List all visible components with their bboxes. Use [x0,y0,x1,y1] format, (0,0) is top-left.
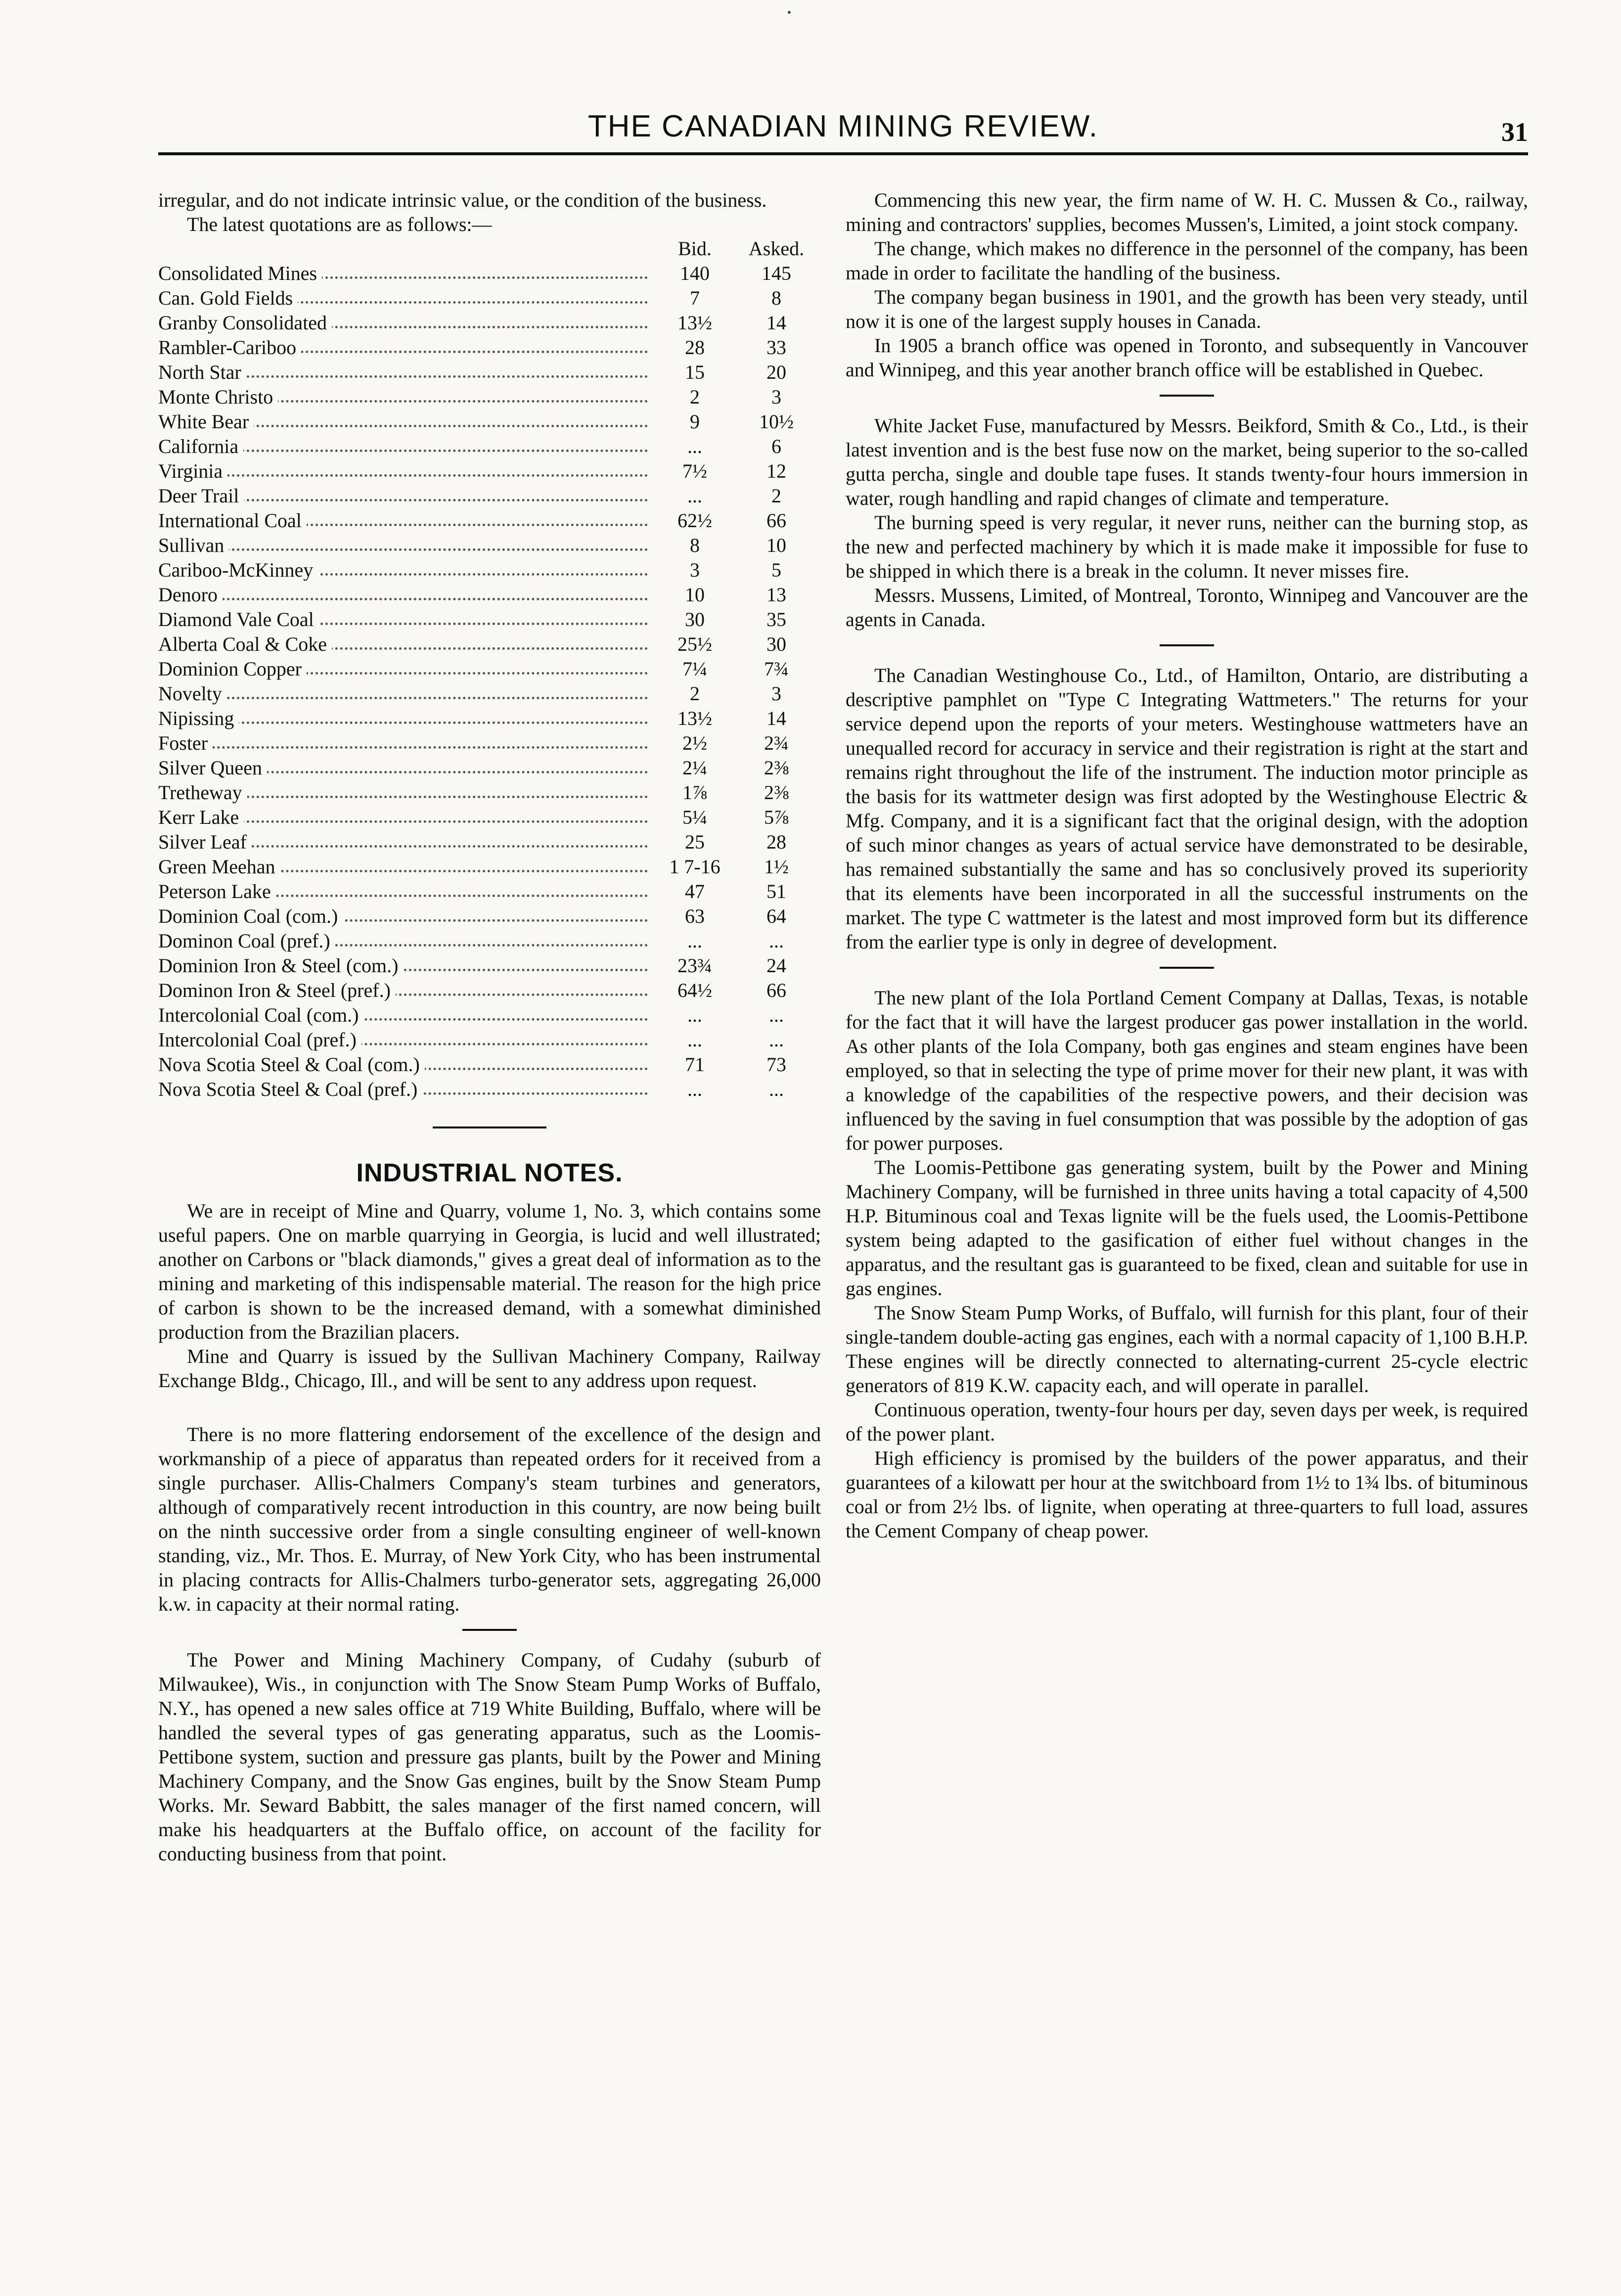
quotation-row [158,459,821,484]
asked-value: 13 [766,584,786,606]
quotation-row [158,607,821,632]
quotations-table [158,236,821,1102]
asked-value: 51 [766,880,786,902]
bid-value: 13½ [677,312,712,334]
asked-value: 6 [771,435,781,457]
item-divider [462,1629,517,1631]
quotation-row [158,360,821,385]
quotation-row [158,978,821,1003]
item-divider [1160,395,1214,397]
leader-dots [158,474,648,477]
quotation-row [158,434,821,459]
company-name: Tretheway [158,781,247,804]
asked-value: 66 [766,979,786,1001]
bid-value: 5¼ [682,806,707,828]
company-name: Green Meehan [158,855,280,878]
asked-value: 10½ [759,410,794,433]
quotations-header-row [158,236,821,261]
section-heading: INDUSTRIAL NOTES. [356,1159,623,1187]
notes-paragraph: There is no more flattering endorsement of the excellence of the design and workmanship of a piece of apparatus than repeated orders for it received from a single purchaser. Allis-Chalmers Company's steam turbines and generators, although of comparatively recent introduction in this country, are now being built on the ninth successive order from a single consulting engineer of well-known standing, viz., Mr. Thos. E. Murray, of New York City, who has been instrumental in placing contracts for Allis-Chalmers turbo-generator sets, aggregating 26,000 k.w. in capacity at their normal rating. [158,1423,821,1615]
company-name: Rambler-Cariboo [158,336,301,359]
bid-value: ... [687,930,702,952]
company-name: Monte Christo [158,386,278,408]
company-name: Dominion Copper [158,658,307,680]
quotation-row [158,805,821,830]
quotation-row [158,780,821,805]
asked-value: 30 [766,633,786,655]
asked-value: 2 [771,485,781,507]
company-name: White Bear [158,410,254,433]
company-name: Foster [158,732,213,754]
left-column [158,188,821,1866]
quotation-row [158,409,821,434]
company-name: Denoro [158,584,223,606]
bid-value: ... [687,1004,702,1026]
company-name: Nova Scotia Steel & Coal (pref.) [158,1078,422,1100]
asked-value: 33 [766,336,786,359]
asked-value: 64 [766,905,786,927]
company-name: Intercolonial Coal (com.) [158,1004,363,1026]
quotation-row [158,706,821,731]
bid-value: 25½ [677,633,712,655]
company-name: Cariboo-McKinney [158,559,318,581]
asked-value: 35 [766,608,786,630]
print-speck [788,11,791,14]
company-name: Intercolonial Coal (pref.) [158,1029,361,1051]
asked-value: 24 [766,954,786,977]
notes-paragraph: We are in receipt of Mine and Quarry, volume 1, No. 3, which contains some useful papers. One on marble quarrying in Georgia, is lucid and well illustrated; another on Carbons or "black diamonds," gives a great deal of information as to the mining and marketing of this indispensable material. The reason for the high price of carbon is shown to be the increased demand, with a somewhat diminished production from the Brazilian placers. [158,1200,821,1343]
quotation-row [158,583,821,607]
quotation-row [158,731,821,756]
asked-value: 2⅜ [764,757,789,779]
asked-value: ... [769,930,784,952]
company-name: Dominion Coal (com.) [158,905,343,927]
quotation-row [158,533,821,558]
quotation-row [158,1052,821,1077]
bid-value: 7¼ [682,658,707,680]
bid-value: 25 [685,831,705,853]
quotation-row [158,756,821,780]
asked-value: 3 [771,386,781,408]
section-divider [433,1126,546,1128]
notes-paragraph: The company began business in 1901, and the growth has been very steady, until now it is one of the largest supply houses in Canada. [846,286,1528,332]
bid-value: ... [687,1029,702,1051]
company-name: International Coal [158,509,307,532]
bid-value: 7 [690,287,700,309]
quotation-row [158,681,821,706]
asked-value: 12 [766,460,786,482]
bid-value: 7½ [682,460,707,482]
asked-value: 14 [766,312,786,334]
asked-value: 3 [771,682,781,705]
bid-value: 1⅞ [682,781,707,804]
page-number: 31 [1501,117,1528,147]
leader-dots [158,697,648,699]
asked-value: 145 [762,262,791,284]
bid-value: 2 [690,682,700,705]
quotation-row [158,508,821,533]
notes-paragraph: Continuous operation, twenty-four hours per day, seven days per week, is required of the power plant. [846,1398,1528,1445]
asked-value: 8 [771,287,781,309]
notes-paragraph: The Loomis-Pettibone gas generating system, built by the Power and Mining Machinery Company, will be furnished in three units having a total capacity of 4,500 H.P. Bituminous coal and Texas lignite will be the fuels used, the Loomis-Pettibone system being adapted to the gasification of either fuel without changes in the apparatus, and the resultant gas is guaranteed to be fixed, clean and suitable for use in gas engines. [846,1156,1528,1300]
asked-value: 5⅞ [764,806,789,828]
bid-column-header: Bid. [678,237,712,260]
bid-value: 28 [685,336,705,359]
company-name: Consolidated Mines [158,262,322,284]
notes-paragraph: Messrs. Mussens, Limited, of Montreal, Toronto, Winnipeg and Vancouver are the agents in Canada. [846,584,1528,630]
notes-paragraph: The Snow Steam Pump Works, of Buffalo, will furnish for this plant, four of their single-tandem double-acting gas engines, each with a normal capacity of 1,100 B.H.P. These engines will be directly connected to alternating-current 25-cycle electric generators of 819 K.W. capacity each, and will operate in parallel. [846,1302,1528,1396]
bid-value: 1 7-16 [669,855,720,878]
asked-value: ... [769,1004,784,1026]
company-name: Kerr Lake [158,806,244,828]
masthead [158,99,1528,153]
bid-value: 63 [685,905,705,927]
bid-value: 15 [685,361,705,383]
asked-value: 5 [771,559,781,581]
bid-value: 23¾ [677,954,712,977]
asked-value: 2⅜ [764,781,789,804]
notes-paragraph: The burning speed is very regular, it never runs, neither can the burning stop, as the new and perfected machinery by which it is made make it impossible for fuse to be shipped in which there is a break in the column. It never misses fire. [846,511,1528,582]
company-name: Granby Consolidated [158,312,332,334]
bid-value: 47 [685,880,705,902]
asked-value: 14 [766,707,786,729]
bid-value: 2½ [682,732,707,754]
bid-value: 140 [680,262,710,284]
notes-paragraph: The new plant of the Iola Portland Cement Company at Dallas, Texas, is notable for the fact that it will have the largest producer gas power installation in the world. As other plants of the Iola Company, both gas engines and steam engines have been employed, so that in selecting the type of prime mover for their new plant, it was with a knowledge of the capabilities of the respective powers, and their decision was influenced by the saving in fuel consumption that was possible by the adoption of gas for power purposes. [846,987,1528,1154]
bid-value: ... [687,485,702,507]
quotation-row [158,1077,821,1102]
right-column [846,188,1528,1543]
company-name: Nipissing [158,707,239,729]
bid-value: 2 [690,386,700,408]
company-name: North Star [158,361,246,383]
quotation-row [158,1028,821,1052]
quotation-row [158,385,821,409]
notes-paragraph: The change, which makes no difference in the personnel of the company, has been made in order to facilitate the handling of the business. [846,237,1528,284]
company-name: Dominion Iron & Steel (com.) [158,954,403,977]
bid-value: 13½ [677,707,712,729]
bid-value: ... [687,435,702,457]
quotation-row [158,879,821,904]
company-name: Peterson Lake [158,880,276,902]
company-name: Deer Trail [158,485,244,507]
company-name: Diamond Vale Coal [158,608,319,630]
notes-paragraph: Commencing this new year, the firm name of W. H. C. Mussen & Co., railway, mining and contractors' supplies, becomes Mussen's, Limited, a joint stock company. [846,189,1528,235]
company-name: Novelty [158,682,227,705]
asked-value: 28 [766,831,786,853]
quotation-row [158,311,821,335]
intro-paragraph: irregular, and do not indicate intrinsic value, or the condition of the business. [158,189,767,211]
item-divider [1160,967,1214,969]
quotation-row [158,558,821,583]
company-name: Alberta Coal & Coke [158,633,332,655]
bid-value: 10 [685,584,705,606]
bid-value: 30 [685,608,705,630]
bid-value: 71 [685,1053,705,1076]
quotation-row [158,261,821,286]
quotation-row [158,929,821,953]
notes-paragraph: Mine and Quarry is issued by the Sullivan Machinery Company, Railway Exchange Bldg., Chicago, Ill., and will be sent to any address upon request. [158,1345,821,1392]
notes-paragraph: White Jacket Fuse, manufactured by Messrs. Beikford, Smith & Co., Ltd., is their latest invention and is the best fuse now on the market, being superior to the so-called gutta percha, single and double tape fuses. It stands twenty-four hours immersion in water, rough handling and rapid changes of climate and temperature. [846,414,1528,509]
quotation-row [158,484,821,508]
quotation-row [158,855,821,879]
leader-dots [158,548,648,551]
bid-value: 3 [690,559,700,581]
company-name: Dominon Coal (pref.) [158,930,335,952]
asked-value: 73 [766,1053,786,1076]
quotation-row [158,1003,821,1028]
quotation-row [158,657,821,681]
quotations-lead: The latest quotations are as follows:— [187,213,492,235]
quotation-row [158,953,821,978]
company-name: Can. Gold Fields [158,287,298,309]
asked-value: 2¾ [764,732,789,754]
publication-title: THE CANADIAN MINING REVIEW. [587,109,1099,143]
bid-value: 62½ [677,509,712,532]
bid-value: 2¼ [682,757,707,779]
bid-value: 9 [690,410,700,433]
asked-column-header: Asked. [748,237,805,260]
quotation-row [158,335,821,360]
company-name: California [158,435,243,457]
company-name: Dominon Iron & Steel (pref.) [158,979,396,1001]
asked-value: ... [769,1029,784,1051]
asked-value: 1½ [764,855,789,878]
asked-value: 7¾ [764,658,789,680]
header-rule [158,152,1528,155]
company-name: Silver Leaf [158,831,252,853]
notes-paragraph: The Canadian Westinghouse Co., Ltd., of Hamilton, Ontario, are distributing a descriptive pamphlet on "Type C Integrating Wattmeters." The returns for your service depend upon the reports of your meters. Westinghouse wattmeters have an unequalled record for accuracy in service and their registration is right at the start and remains right throughout the life of the instrument. The induction motor principle as the basis for its wattmeter design was first adopted by the Westinghouse Electric & Mfg. Company, and it is a significant fact that the original design, with the adoption of such minor changes as years of actual service have demonstrated to be desirable, has remained substantially the same and has so conclusively proved its superiority that its elements have been incorporated in all the successful instruments on the market. The type C wattmeter is the latest and most improved form but its difference from the earlier type is only in degree of development. [846,664,1528,953]
asked-value: ... [769,1078,784,1100]
quotation-row [158,904,821,929]
company-name: Virginia [158,460,227,482]
asked-value: 66 [766,509,786,532]
company-name: Sullivan [158,534,229,556]
company-name: Silver Queen [158,757,267,779]
bid-value: ... [687,1078,702,1100]
notes-paragraph: The Power and Mining Machinery Company, of Cudahy (suburb of Milwaukee), Wis., in conjunction with The Snow Steam Pump Works of Buffalo, N.Y., has opened a new sales office at 719 White Building, Buffalo, where will be handled the several types of gas generating apparatus, such as the Loomis-Pettibone system, suction and pressure gas plants, built by the Power and Mining Machinery Company, and the Snow Gas engines, built by the Snow Steam Pump Works. Mr. Seward Babbitt, the sales manager of the first named concern, will make his headquarters at the Buffalo office, on account of the facility for conducting business from that point. [158,1649,821,1865]
bid-value: 8 [690,534,700,556]
bid-value: 64½ [677,979,712,1001]
item-divider [1160,644,1214,646]
notes-paragraph: In 1905 a branch office was opened in Toronto, and subsequently in Vancouver and Winnipeg, and this year another branch office will be established in Quebec. [846,334,1528,381]
quotation-row [158,632,821,657]
asked-value: 20 [766,361,786,383]
quotation-row [158,830,821,855]
asked-value: 10 [766,534,786,556]
notes-paragraph: High efficiency is promised by the builders of the power apparatus, and their guarantees of a kilowatt per hour at the switchboard from 1½ to 1¾ lbs. of bituminous coal or from 2½ lbs. of lignite, when operating at three-quarters to full load, assures the Cement Company of cheap power. [846,1447,1528,1542]
leader-dots [158,746,648,749]
company-name: Nova Scotia Steel & Coal (com.) [158,1053,425,1076]
leader-dots [158,598,648,600]
quotation-row [158,286,821,311]
